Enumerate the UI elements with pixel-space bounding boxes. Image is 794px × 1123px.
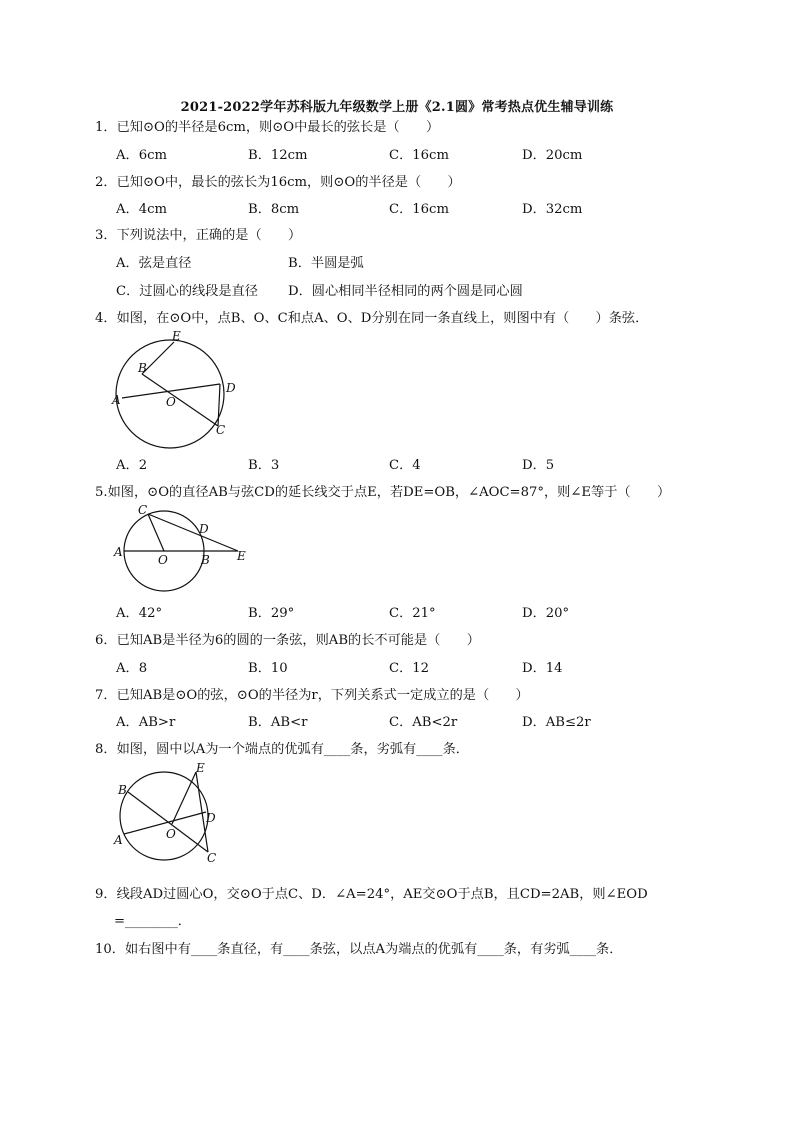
label-d: D [226, 381, 236, 395]
option-a: A．4cm [116, 202, 167, 217]
question-10: 10．如右图中有____条直径，有____条弦，以点A为端点的优弧有____条，有劣弧____条． [95, 942, 623, 957]
label-o: O [166, 395, 176, 409]
label-b: B [138, 361, 147, 375]
option-c: C．12 [389, 661, 430, 676]
chord-a-d [124, 812, 206, 834]
question-6: 6．已知AB是半径为6的圆的一条弦，则AB的长不可能是（ ） [95, 633, 480, 648]
label-c: C [216, 423, 226, 437]
question-3: 3．下列说法中，正确的是（ ） [95, 228, 302, 243]
label-a: A [114, 833, 123, 847]
chord-bc [142, 374, 218, 426]
figure-q4-circle-diagram [110, 326, 250, 450]
option-d: D．20cm [522, 148, 583, 163]
label-d: D [199, 522, 209, 536]
label-d: D [206, 811, 216, 825]
label-a: A [112, 393, 121, 407]
option-c: C．过圆心的线段是直径 [116, 284, 258, 299]
option-b: B．8cm [248, 202, 300, 217]
figure-q5-circle-diagram [110, 500, 255, 596]
option-d: D．20° [522, 606, 570, 621]
option-c: C．4 [389, 458, 421, 473]
question-5: 5.如图，⊙O的直径AB与弦CD的延长线交于点E，若DE=OB，∠AOC=87°，则∠E等于（ ） [95, 485, 671, 500]
option-a: A．42° [116, 606, 163, 621]
figure-q8-circle-diagram [110, 758, 230, 868]
circle [116, 340, 224, 448]
option-b: B．AB<r [248, 715, 308, 730]
question-2: 2．已知⊙O中，最长的弦长为16cm，则⊙O的半径是（ ） [95, 175, 461, 190]
question-4: 4．如图，在⊙O中，点B、O、C和点A、O、D分别在同一条直线上，则图中有（ ）条弦． [95, 311, 649, 326]
option-d: D．圆心相同半径相同的两个圆是同心圆 [288, 284, 523, 299]
option-d: D．32cm [522, 202, 583, 217]
option-c: C．16cm [389, 202, 449, 217]
page-title: 2021-2022学年苏科版九年级数学上册《2.1圆》常考热点优生辅导训练 [180, 100, 614, 115]
option-b: B．10 [248, 661, 288, 676]
question-1: 1．已知⊙O的半径是6cm，则⊙O中最长的弦长是（ ） [95, 120, 440, 135]
question-7: 7．已知AB是⊙O的弦，⊙O的半径为r，下列关系式一定成立的是（ ） [95, 688, 529, 703]
option-a: A．2 [116, 458, 148, 473]
option-a: A．8 [116, 661, 148, 676]
label-b: B [118, 783, 127, 797]
question-9: 9．线段AD过圆心O，交⊙O于点C、D．∠A=24°，AE交⊙O于点B，且CD=2AB，则∠EOD [95, 887, 648, 902]
option-a: A．弦是直径 [116, 256, 192, 271]
option-d: D．AB≤2r [522, 715, 591, 730]
label-o: O [166, 827, 176, 841]
question-9-continuation: =________． [114, 914, 191, 929]
label-e: E [237, 549, 246, 563]
option-c: C．21° [389, 606, 436, 621]
label-e: E [196, 761, 205, 775]
chord-dc [218, 384, 220, 426]
circle [120, 772, 208, 860]
option-a: A．6cm [116, 148, 167, 163]
option-b: B．12cm [248, 148, 308, 163]
option-b: B．半圆是弧 [288, 256, 364, 271]
label-b: B [201, 553, 210, 567]
label-o: O [158, 553, 168, 567]
label-a: A [114, 545, 123, 559]
option-b: B．29° [248, 606, 295, 621]
label-e: E [172, 329, 181, 343]
option-a: A．AB>r [116, 715, 176, 730]
option-c: C．AB<2r [389, 715, 458, 730]
question-8: 8．如图，圆中以A为一个端点的优弧有____条，劣弧有____条． [95, 742, 469, 757]
label-c: C [138, 503, 148, 517]
option-b: B．3 [248, 458, 280, 473]
chord-b-c [128, 792, 208, 852]
option-c: C．16cm [389, 148, 449, 163]
label-c: C [207, 851, 217, 865]
option-d: D．14 [522, 661, 563, 676]
option-d: D．5 [522, 458, 555, 473]
